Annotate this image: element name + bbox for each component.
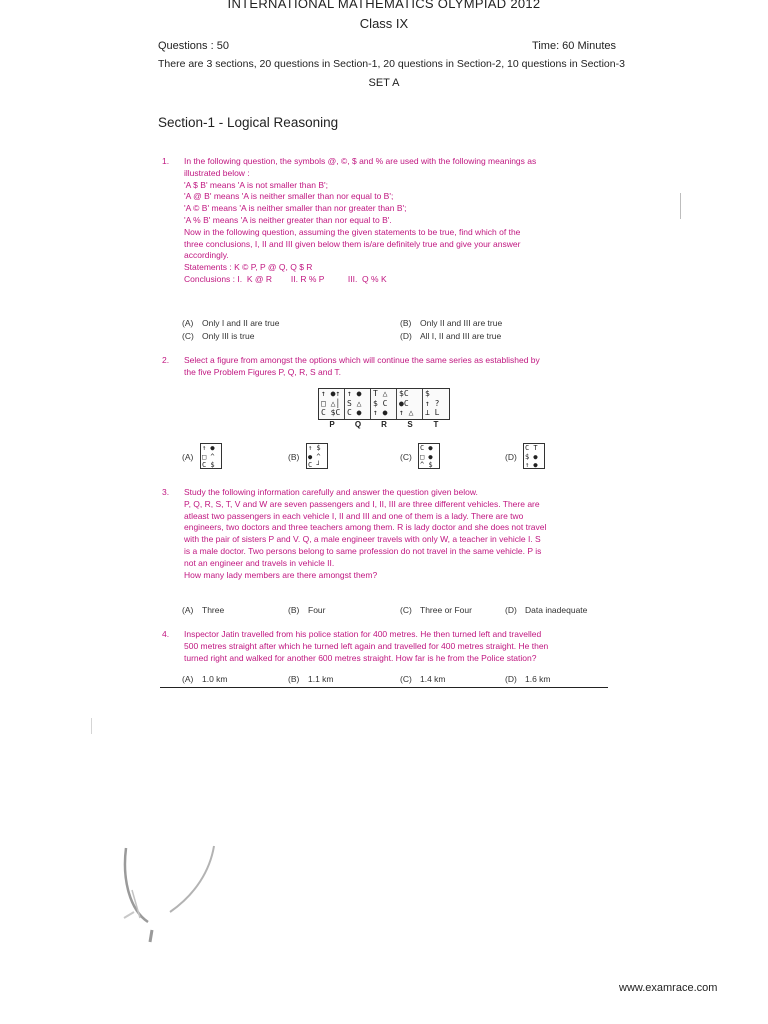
question-number: 4.: [162, 629, 170, 639]
option-label: (A): [182, 318, 194, 328]
question-line: illustrated below :: [184, 167, 250, 178]
smudge-stroke: [150, 930, 152, 942]
figure-letter: P: [329, 420, 335, 429]
question-line: How many lady members are there amongst them?: [184, 569, 378, 580]
question-line: engineers, two doctors and three teachers among them. R is lady doctor and she does not travel: [184, 522, 547, 533]
document-title: INTERNATIONAL MATHEMATICS OLYMPIAD 2012: [227, 0, 541, 11]
question-line: 'A % B' means 'A is neither greater than nor equal to B'.: [184, 214, 392, 225]
question-line: Study the following information carefully and answer the question given below.: [184, 487, 478, 497]
section-divider: [160, 687, 608, 688]
option-label: (C): [400, 674, 412, 684]
option-text: 1.1 km: [308, 674, 334, 684]
option-text: Only III is true: [202, 331, 255, 341]
q2-option-c-label[interactable]: (C): [400, 452, 412, 462]
question-line: Now in the following question, assuming the given statements to be true, find which of the: [184, 226, 521, 237]
question-3: [162, 487, 612, 581]
option-label: (B): [288, 605, 300, 615]
question-number: 3.: [162, 487, 170, 497]
scan-mark: [91, 718, 92, 734]
option-label: (A): [182, 605, 194, 615]
question-line: Conclusions : I. K @ R II. R % P III. Q % K: [184, 273, 387, 284]
q2-option-d-label[interactable]: (D): [505, 452, 517, 462]
q4-option-c[interactable]: [400, 674, 446, 684]
question-line: is a male doctor. Two persons belong to same profession do not travel in the same vehicle. P is: [184, 545, 542, 556]
sections-info: There are 3 sections, 20 questions in Section-1, 20 questions in Section-2, 10 questions in Section-3: [158, 58, 625, 70]
question-line: with the pair of sisters P and V. Q, a male engineer travels with only W, a teacher in vehicle I. S: [184, 534, 541, 545]
question-number: 2.: [162, 355, 170, 365]
option-text: All I, II and III are true: [420, 331, 502, 341]
question-line: not an engineer and travels in vehicle II.: [184, 557, 335, 568]
problem-figure-labels: [319, 420, 449, 429]
option-label: (D): [505, 674, 517, 684]
option-label: (C): [182, 331, 194, 341]
q4-option-b[interactable]: [288, 674, 334, 684]
question-line: In the following question, the symbols @, ©, $ and % are used with the following meanings as: [184, 156, 537, 166]
question-2: [162, 355, 612, 379]
q2-option-d-figure[interactable]: C T $ ● ↑ ●: [523, 443, 545, 469]
q2-option-c-figure[interactable]: C ● □ ● ^ $: [418, 443, 440, 469]
footer-url: www.examrace.com: [619, 982, 718, 994]
smudge-stroke: [124, 912, 134, 918]
figure-letter: S: [407, 420, 413, 429]
smudge-stroke: [170, 846, 214, 912]
option-text: Data inadequate: [525, 605, 588, 615]
scan-smudge: [110, 840, 230, 950]
figure-letter: R: [381, 420, 387, 429]
question-line: 'A © B' means 'A is neither smaller than nor greater than B';: [184, 203, 407, 214]
q3-option-b[interactable]: [288, 605, 325, 615]
question-line: atleast two passengers in each vehicle I, II and III and one of them is a lady. There are two: [184, 510, 524, 521]
option-label: (D): [400, 331, 412, 341]
question-line: Select a figure from amongst the options which will continue the same series as established by: [184, 355, 540, 365]
figure-letter: T: [433, 420, 439, 429]
problem-figures: [318, 388, 450, 420]
problem-figure-q: ↑ ● S △ C ●: [345, 389, 371, 419]
scan-mark: [680, 193, 681, 219]
option-label: (B): [400, 318, 412, 328]
option-text: 1.4 km: [420, 674, 446, 684]
section-title: Section-1 - Logical Reasoning: [158, 115, 339, 130]
q3-option-d[interactable]: [505, 605, 587, 615]
problem-figure-t: $ ↑ ? ⊥ L: [425, 389, 440, 417]
option-text: Three: [202, 605, 225, 615]
q1-option-d[interactable]: [400, 331, 501, 341]
q2-option-a-label[interactable]: (A): [182, 452, 194, 462]
question-line: Inspector Jatin travelled from his police station for 400 metres. He then turned left and travelled: [184, 629, 542, 639]
question-line: P, Q, R, S, T, V and W are seven passengers and I, II, III are three different vehicles. There are: [184, 498, 540, 509]
question-line: 'A $ B' means 'A is not smaller than B';: [184, 179, 328, 190]
option-label: (D): [505, 605, 517, 615]
option-text: Only II and III are true: [420, 318, 503, 328]
question-line: Statements : K © P, P @ Q, Q $ R: [184, 262, 313, 273]
q2-option-b-label[interactable]: (B): [288, 452, 300, 462]
option-label: (A): [182, 674, 194, 684]
problem-figure-p: ↑ ●↑ □ △│ C $C: [319, 389, 345, 419]
q2-option-b-figure[interactable]: ↑ $ ● ^ C ┘: [306, 443, 328, 469]
q1-option-c[interactable]: [182, 331, 254, 341]
figure-letter: Q: [354, 420, 362, 429]
problem-figure-r: T △ $ C ↑ ●: [371, 389, 397, 419]
time-limit: Time: 60 Minutes: [532, 40, 616, 52]
class-label: Class IX: [359, 16, 409, 31]
question-line: 'A @ B' means 'A is neither smaller than nor equal to B';: [184, 191, 394, 202]
option-text: Only I and II are true: [202, 318, 280, 328]
q1-option-a[interactable]: [182, 318, 279, 328]
question-4: [162, 629, 612, 664]
option-label: (C): [400, 605, 412, 615]
option-text: Three or Four: [420, 605, 472, 615]
set-label: SET A: [368, 77, 400, 89]
option-text: 1.0 km: [202, 674, 228, 684]
question-line: turned right and walked for another 600 metres straight. How far is he from the Police station?: [184, 652, 537, 663]
question-line: three conclusions, I, II and III given below them is/are definitely true and give your answer: [184, 238, 521, 249]
smudge-stroke: [125, 848, 148, 922]
option-text: 1.6 km: [525, 674, 551, 684]
question-line: 500 metres straight after which he turned left again and travelled for 400 metres straight. He then: [184, 640, 549, 651]
option-label: (B): [288, 674, 300, 684]
question-line: accordingly.: [184, 250, 229, 261]
problem-figure-s: $C ●C ↑ △: [397, 389, 423, 419]
q3-option-a[interactable]: [182, 605, 224, 615]
q2-option-a-figure[interactable]: ↑ ● □ ^ C $: [200, 443, 222, 469]
option-text: Four: [308, 605, 326, 615]
question-line: the five Problem Figures P, Q, R, S and T.: [184, 366, 342, 377]
q1-option-b[interactable]: [400, 318, 502, 328]
question-1: [162, 156, 612, 286]
question-number: 1.: [162, 156, 170, 166]
q3-option-c[interactable]: [400, 605, 472, 615]
q4-option-d[interactable]: [505, 674, 551, 684]
questions-count: Questions : 50: [158, 40, 229, 52]
q4-option-a[interactable]: [182, 674, 228, 684]
